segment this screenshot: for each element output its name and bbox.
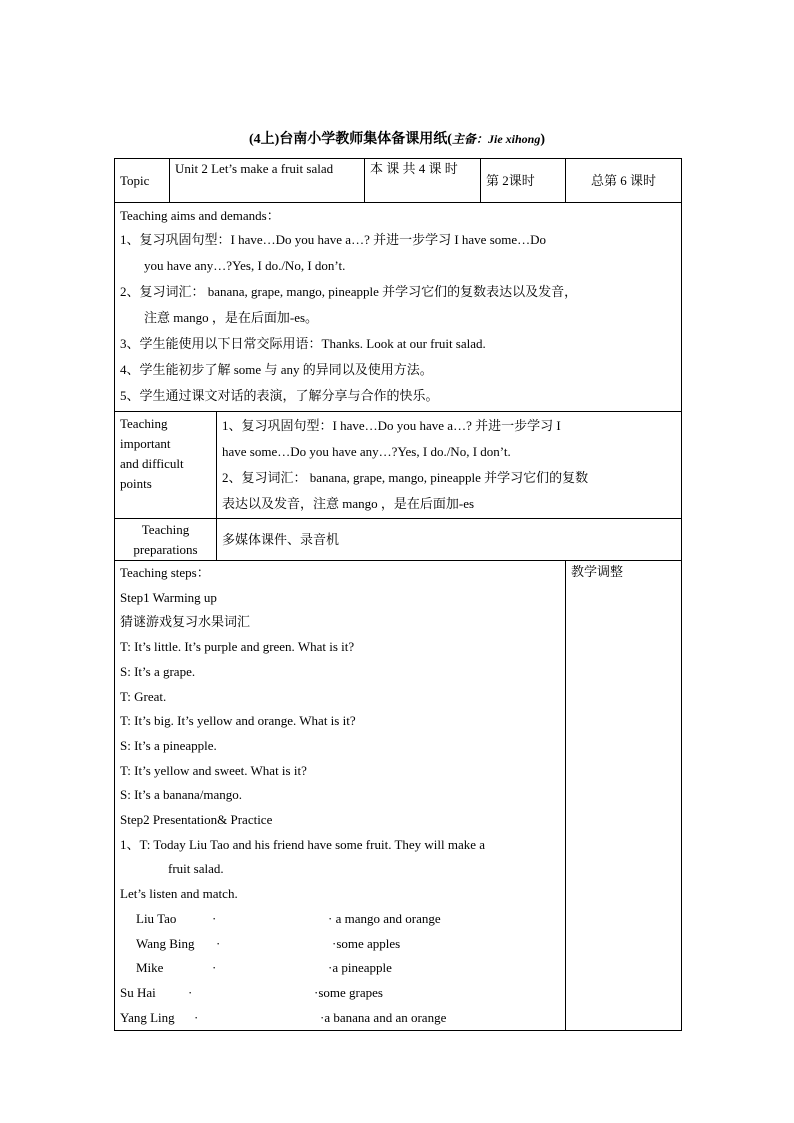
steps-line: T: Great. [120, 688, 167, 704]
steps-line: fruit salad. [168, 861, 224, 877]
steps-line: S: It’s a grape. [120, 663, 196, 679]
match-dot: · [194, 1009, 199, 1025]
aims-item: 3、学生能使用以下日常交际用语：Thanks. Look at our fruit salad. [120, 336, 486, 351]
match-name: Wang Bing [136, 935, 195, 951]
teaching-aims-cell [115, 203, 682, 412]
lesson-plan-table [114, 158, 682, 1031]
match-name: Yang Ling [120, 1009, 175, 1025]
title-close: ) [540, 132, 545, 147]
steps-line: Step2 Presentation& Practice [120, 812, 273, 828]
match-item: ·some apples [332, 935, 401, 951]
steps-line: Step1 Warming up [120, 589, 217, 605]
important-points-label [115, 412, 217, 519]
steps-line: T: It’s big. It’s yellow and orange. What is it? [120, 713, 356, 729]
aims-item: 注意 mango ，是在后面加-es。 [144, 310, 319, 325]
steps-line: Let’s listen and match. [120, 886, 238, 902]
steps-line: S: It’s a pineapple. [120, 737, 217, 753]
steps-line: Teaching steps： [120, 565, 210, 580]
important-line: 1、复习巩固句型：I have…Do you have a…? 并进一步学习 I [222, 418, 561, 433]
match-dot: · [212, 960, 217, 976]
label-line: points [120, 476, 152, 491]
aims-item: 5、学生通过课文对话的表演，了解分享与合作的快乐。 [120, 388, 439, 403]
total-lessons: 本 课 共 4 课 时 [365, 159, 481, 203]
match-dot: · [212, 910, 217, 926]
match-item: ·some grapes [314, 984, 383, 1000]
overall-lesson-number: 总第 6 课时 [566, 159, 682, 203]
label-line: important [120, 436, 171, 451]
match-row [120, 1006, 560, 1031]
aims-row [115, 203, 682, 412]
important-points-content [217, 412, 682, 519]
match-item-text: some grapes [318, 984, 383, 1000]
steps-line: T: It’s yellow and sweet. What is it? [120, 762, 307, 778]
header-row [115, 159, 682, 203]
match-item-text: a banana and an orange [324, 1009, 447, 1025]
match-row [120, 932, 560, 957]
title-author: 主备：Jie xihong [451, 132, 541, 146]
label-line: Teaching [141, 522, 190, 537]
teaching-steps-cell [115, 561, 566, 1031]
match-name: Mike [136, 960, 164, 976]
match-item-text: a mango and orange [335, 910, 441, 926]
match-row [120, 981, 560, 1006]
aims-item: 4、学生能初步了解 some 与 any 的异同以及使用方法。 [120, 362, 433, 377]
preparations-label [115, 519, 217, 561]
page-title [0, 128, 794, 148]
label-line: and difficult [120, 456, 184, 471]
match-item: · a mango and orange [328, 910, 441, 926]
steps-line: 猜谜游戏复习水果词汇 [120, 614, 251, 630]
unit-title: Unit 2 Let’s make a fruit salad [170, 159, 365, 203]
match-name: Liu Tao [136, 910, 177, 926]
aims-heading: Teaching aims and demands： [120, 208, 280, 223]
steps-line: S: It’s a banana/mango. [120, 787, 243, 803]
match-name: Su Hai [120, 984, 156, 1000]
topic-label: Topic [115, 159, 170, 203]
important-line: 2、复习词汇： banana, grape, mango, pineapple 并学习它们的复数 [222, 470, 589, 485]
match-row [120, 907, 560, 932]
title-main: (4上)台南小学教师集体备课用纸( [248, 132, 452, 147]
match-row [120, 956, 560, 981]
match-item: ·a pineapple [328, 960, 392, 976]
preparations-row [115, 519, 682, 561]
steps-line: 1、T: Today Liu Tao and his friend have some fruit. They will make a [120, 836, 486, 852]
aims-item: 2、复习词汇： banana, grape, mango, pineapple 并学习它们的复数表达以及发音， [120, 284, 578, 299]
steps-row [115, 561, 682, 1031]
important-line: 表达以及发音，注意 mango ，是在后面加-es [222, 496, 475, 511]
steps-line: T: It’s little. It’s purple and green. What is it? [120, 639, 355, 655]
important-line: have some…Do you have any…?Yes, I do./No, I don’t. [222, 444, 511, 459]
aims-item: you have any…?Yes, I do./No, I don’t. [144, 258, 346, 273]
match-dot: · [188, 984, 193, 1000]
lesson-number: 第 2课时 [481, 159, 566, 203]
match-dot: · [216, 935, 221, 951]
label-line: preparations [133, 542, 198, 557]
aims-item: 1、复习巩固句型：I have…Do you have a…? 并进一步学习 I have some…Do [120, 232, 547, 247]
preparations-content: 多媒体课件、录音机 [217, 519, 682, 561]
important-points-row [115, 412, 682, 519]
adjustment-column: 教学调整 [566, 561, 682, 1031]
match-item-text: some apples [336, 935, 401, 951]
match-item-text: a pineapple [332, 960, 392, 976]
label-line: Teaching [120, 416, 168, 431]
match-item: ·a banana and an orange [320, 1009, 447, 1025]
